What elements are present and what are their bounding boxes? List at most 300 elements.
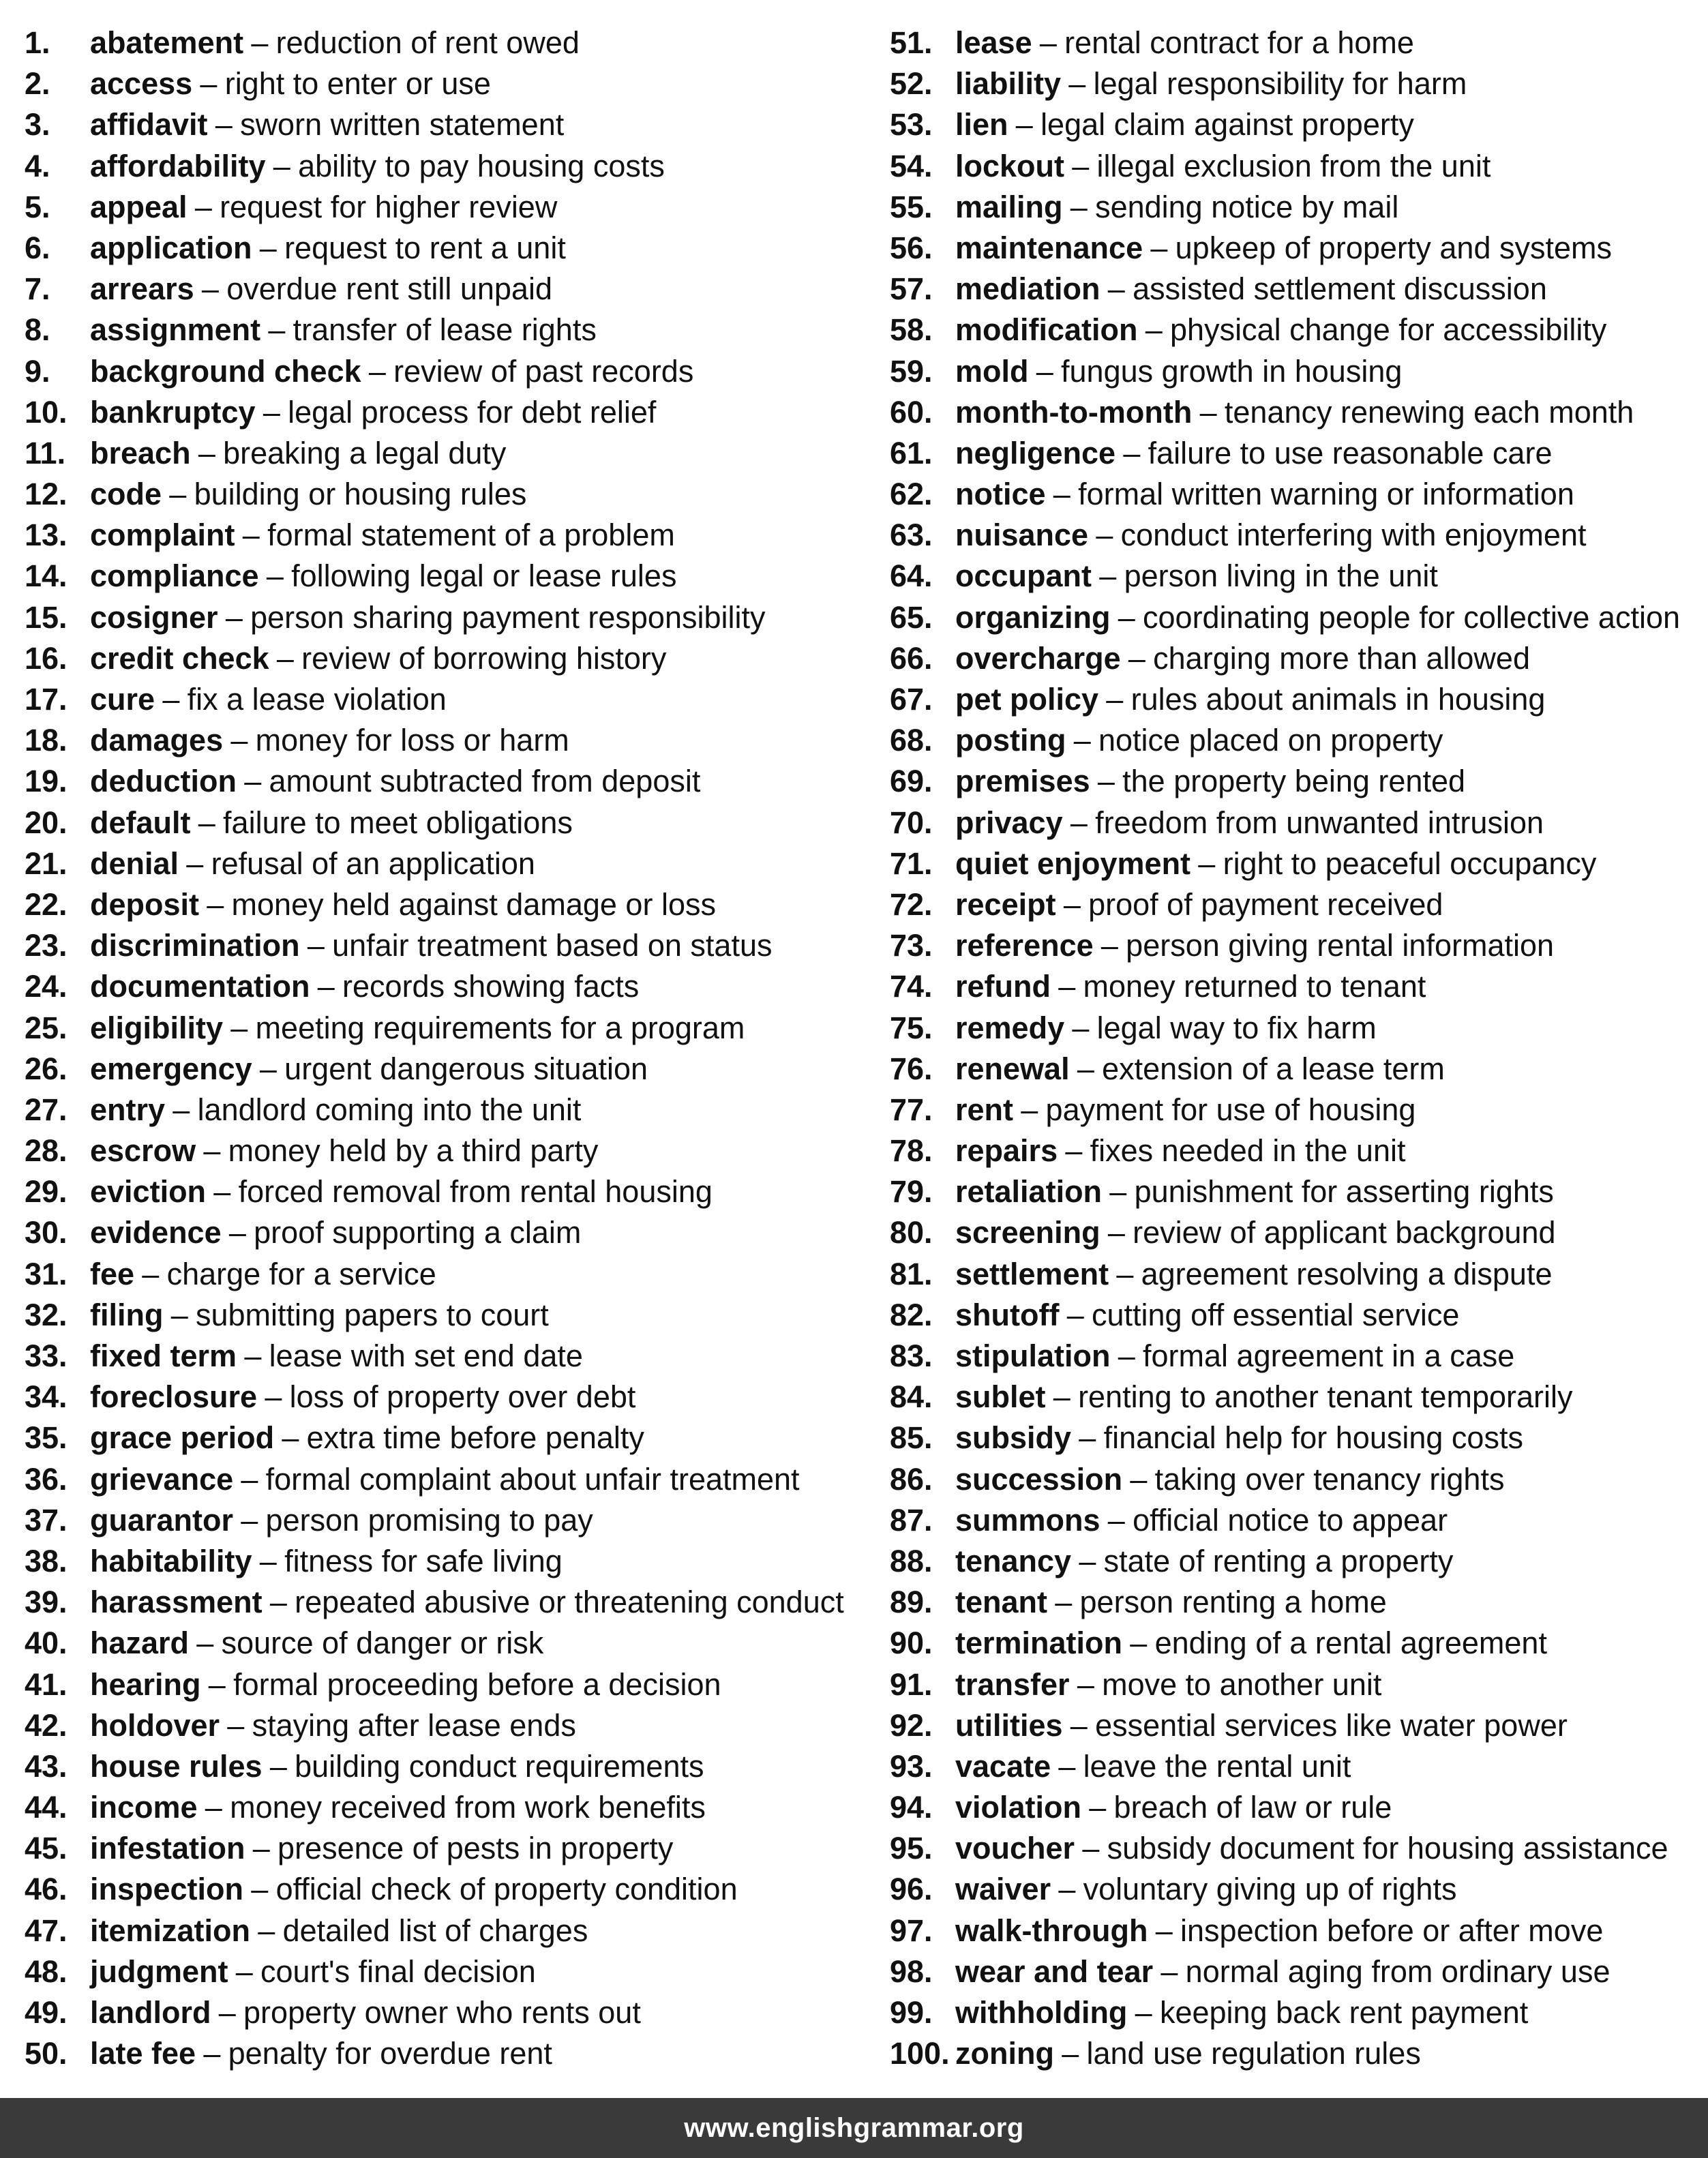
entry-term: foreclosure	[90, 1379, 258, 1415]
entry-dash: –	[1130, 1625, 1148, 1661]
entry-text	[90, 1377, 635, 1418]
entry-text	[955, 556, 1438, 597]
entry-term: repairs	[955, 1133, 1058, 1169]
vocabulary-entry	[25, 925, 863, 966]
vocabulary-entry	[890, 966, 1705, 1007]
vocabulary-entry	[890, 1951, 1705, 1992]
entry-term: fixed term	[90, 1338, 237, 1373]
entry-dash: –	[230, 723, 248, 758]
entry-number: 18.	[25, 723, 68, 758]
entry-term: premises	[955, 764, 1090, 799]
entry-term: month-to-month	[955, 394, 1193, 430]
entry-number: 3.	[25, 107, 50, 143]
entry-term: mailing	[955, 189, 1063, 224]
entry-definition: state of renting a property	[1103, 1543, 1454, 1578]
entry-term: modification	[955, 312, 1138, 348]
entry-number: 14.	[25, 558, 68, 594]
vocabulary-entry	[890, 515, 1705, 556]
entry-dash: –	[1072, 1010, 1090, 1045]
entry-term: grace period	[90, 1420, 275, 1456]
entry-text	[955, 515, 1586, 556]
vocabulary-entry	[25, 1130, 863, 1171]
entry-definition: person living in the unit	[1124, 558, 1438, 594]
entry-dash: –	[218, 1995, 236, 2030]
entry-dash: –	[1107, 271, 1125, 307]
entry-term: mediation	[955, 271, 1100, 307]
entry-term: privacy	[955, 805, 1063, 840]
entry-definition: staying after lease ends	[252, 1707, 576, 1743]
entry-definition: move to another unit	[1102, 1666, 1382, 1702]
entry-definition: person giving rental information	[1126, 928, 1555, 963]
vocabulary-entry	[890, 1377, 1705, 1418]
vocabulary-entry	[25, 638, 863, 679]
vocabulary-entry	[890, 1090, 1705, 1130]
entry-term: tenant	[955, 1585, 1047, 1620]
entry-number: 94.	[890, 1790, 933, 1825]
entry-dash: –	[1065, 1133, 1083, 1169]
vocabulary-entry	[25, 803, 863, 843]
vocabulary-entry	[25, 1090, 863, 1130]
entry-number: 99.	[890, 1995, 933, 2030]
entry-text	[90, 803, 573, 843]
entry-definition: presence of pests in property	[278, 1831, 674, 1866]
entry-text	[955, 1664, 1381, 1705]
vocabulary-entry	[890, 1787, 1705, 1828]
entry-text	[955, 1746, 1351, 1787]
entry-definition: right to peaceful occupancy	[1223, 845, 1597, 881]
entry-definition: breach of law or rule	[1113, 1790, 1392, 1825]
entry-term: transfer	[955, 1666, 1070, 1702]
entry-term: refund	[955, 969, 1051, 1004]
entry-definition: records showing facts	[342, 969, 640, 1004]
entry-number: 58.	[890, 312, 933, 348]
vocabulary-entry	[890, 1992, 1705, 2033]
entry-text	[90, 1623, 543, 1664]
vocabulary-entry	[890, 1623, 1705, 1664]
entry-term: damages	[90, 723, 224, 758]
entry-term: sublet	[955, 1379, 1046, 1415]
entry-definition: formal proceeding before a decision	[233, 1666, 721, 1702]
entry-dash: –	[173, 1092, 190, 1127]
entry-definition: normal aging from ordinary use	[1185, 1953, 1610, 1989]
entry-number: 87.	[890, 1502, 933, 1538]
entry-number: 27.	[25, 1092, 68, 1127]
entry-text	[955, 884, 1443, 925]
entry-text	[955, 1254, 1552, 1295]
entry-dash: –	[1077, 1051, 1094, 1086]
entry-text	[955, 269, 1547, 310]
entry-dash: –	[1096, 518, 1113, 553]
vocabulary-entry	[890, 1171, 1705, 1212]
entry-text	[90, 1582, 844, 1623]
entry-number: 43.	[25, 1748, 68, 1784]
entry-dash: –	[215, 107, 233, 143]
entry-definition: building or housing rules	[194, 477, 527, 512]
entry-term: fee	[90, 1256, 135, 1291]
entry-number: 38.	[25, 1543, 68, 1578]
entry-text	[955, 1500, 1448, 1541]
entry-dash: –	[228, 1215, 246, 1250]
entry-dash: –	[1100, 928, 1118, 963]
entry-text	[955, 1951, 1610, 1992]
entry-definition: request for higher review	[220, 189, 558, 224]
entry-dash: –	[1068, 66, 1086, 102]
entry-definition: cutting off essential service	[1091, 1297, 1460, 1332]
entry-term: affordability	[90, 148, 266, 183]
entry-text	[90, 2033, 552, 2074]
entry-number: 6.	[25, 230, 50, 265]
entry-dash: –	[198, 435, 215, 470]
entry-number: 31.	[25, 1256, 68, 1291]
entry-definition: legal way to fix harm	[1096, 1010, 1377, 1045]
entry-term: eviction	[90, 1174, 207, 1210]
entry-dash: –	[1107, 1215, 1125, 1250]
entry-definition: legal process for debt relief	[288, 394, 657, 430]
entry-term: overcharge	[955, 640, 1121, 676]
entry-number: 80.	[890, 1215, 933, 1250]
entry-text	[955, 187, 1398, 228]
vocabulary-entry	[25, 1582, 863, 1623]
entry-text	[90, 966, 639, 1007]
vocabulary-entry	[890, 679, 1705, 720]
entry-dash: –	[207, 886, 224, 922]
vocabulary-entry	[890, 803, 1705, 843]
entry-term: lien	[955, 107, 1008, 143]
entry-definition: legal claim against property	[1040, 107, 1414, 143]
entry-number: 4.	[25, 148, 50, 183]
entry-number: 63.	[890, 518, 933, 553]
entry-number: 49.	[25, 1995, 68, 2030]
vocabulary-entry	[890, 146, 1705, 187]
entry-term: lockout	[955, 148, 1065, 183]
entry-dash: –	[276, 640, 294, 676]
entry-definition: money for loss or harm	[255, 723, 569, 758]
entry-number: 17.	[25, 682, 68, 717]
entry-number: 62.	[890, 477, 933, 512]
entry-dash: –	[269, 1748, 287, 1784]
entry-text	[90, 392, 656, 433]
entry-text	[90, 1869, 738, 1910]
entry-text	[955, 23, 1414, 63]
entry-dash: –	[1036, 353, 1053, 389]
entry-definition: freedom from unwanted intrusion	[1095, 805, 1544, 840]
entry-number: 66.	[890, 640, 933, 676]
vocabulary-entry	[25, 1992, 863, 2033]
vocabulary-entry	[25, 1910, 863, 1951]
entry-term: notice	[955, 477, 1046, 512]
entry-definition: essential services like water power	[1095, 1707, 1568, 1743]
entry-text	[90, 1500, 593, 1541]
entry-number: 46.	[25, 1872, 68, 1907]
entry-number: 30.	[25, 1215, 68, 1250]
entry-dash: –	[198, 805, 215, 840]
entry-term: waiver	[955, 1872, 1051, 1907]
entry-term: income	[90, 1790, 198, 1825]
vocabulary-entry	[25, 23, 863, 63]
entry-dash: –	[162, 682, 180, 717]
entry-dash: –	[1160, 1953, 1178, 1989]
entry-number: 86.	[890, 1461, 933, 1497]
entry-number: 42.	[25, 1707, 68, 1743]
entry-dash: –	[1070, 1707, 1088, 1743]
entry-dash: –	[230, 1010, 248, 1045]
entry-definition: formal statement of a problem	[267, 518, 675, 553]
vocabulary-entry	[25, 310, 863, 350]
entry-number: 82.	[890, 1297, 933, 1332]
entry-dash: –	[244, 764, 262, 799]
entry-definition: refusal of an application	[211, 845, 535, 881]
entry-text	[90, 1418, 644, 1458]
entry-text	[90, 679, 447, 720]
entry-dash: –	[1053, 477, 1070, 512]
entry-dash: –	[1107, 1502, 1125, 1538]
entry-term: utilities	[955, 1707, 1063, 1743]
entry-number: 57.	[890, 271, 933, 307]
entry-number: 76.	[890, 1051, 933, 1086]
entry-number: 5.	[25, 189, 50, 224]
entry-dash: –	[244, 1338, 262, 1373]
entry-definition: breaking a legal duty	[223, 435, 507, 470]
entry-definition: agreement resolving a dispute	[1141, 1256, 1553, 1291]
entry-text	[955, 720, 1443, 761]
vocabulary-entry	[25, 1951, 863, 1992]
vocabulary-entry	[890, 1664, 1705, 1705]
entry-number: 7.	[25, 271, 50, 307]
entry-term: cosigner	[90, 599, 218, 635]
entry-dash: –	[252, 1831, 270, 1866]
entry-term: wear and tear	[955, 1953, 1154, 1989]
entry-dash: –	[1089, 1790, 1107, 1825]
vocabulary-entry	[890, 1130, 1705, 1171]
entry-text	[90, 1295, 549, 1336]
entry-text	[955, 1212, 1556, 1253]
entry-text	[90, 474, 526, 515]
entry-definition: forced removal from rental housing	[238, 1174, 713, 1210]
entry-number: 75.	[890, 1010, 933, 1045]
entry-term: eligibility	[90, 1010, 224, 1045]
entry-definition: formal written warning or information	[1078, 477, 1574, 512]
entry-term: infestation	[90, 1831, 245, 1866]
entry-definition: detailed list of charges	[282, 1913, 588, 1948]
entry-text	[90, 638, 666, 679]
entry-number: 51.	[890, 25, 933, 60]
entry-definition: keeping back rent payment	[1159, 1995, 1529, 2030]
entry-dash: –	[205, 1790, 222, 1825]
entry-text	[90, 1746, 704, 1787]
entry-dash: –	[273, 148, 290, 183]
entry-text	[955, 1869, 1456, 1910]
entry-number: 65.	[890, 599, 933, 635]
entry-definition: money held by a third party	[228, 1133, 599, 1169]
entry-number: 85.	[890, 1420, 933, 1456]
entry-text	[90, 1459, 800, 1500]
entry-dash: –	[225, 599, 243, 635]
entry-dash: –	[1058, 969, 1076, 1004]
entry-number: 34.	[25, 1379, 68, 1415]
entry-number: 10.	[25, 394, 68, 430]
entry-term: habitability	[90, 1543, 252, 1578]
vocabulary-entry	[890, 925, 1705, 966]
vocabulary-entry	[25, 720, 863, 761]
entry-number: 24.	[25, 969, 68, 1004]
entry-term: hazard	[90, 1625, 190, 1661]
entry-term: abatement	[90, 25, 244, 60]
entry-dash: –	[213, 1174, 231, 1210]
entry-number: 19.	[25, 764, 68, 799]
vocabulary-entry	[890, 597, 1705, 638]
entry-text	[90, 515, 675, 556]
entry-text	[955, 1008, 1377, 1049]
entry-number: 98.	[890, 1953, 933, 1989]
vocabulary-entry	[25, 269, 863, 310]
entry-text	[90, 1130, 598, 1171]
vocabulary-column-right	[890, 23, 1705, 2074]
entry-dash: –	[1106, 682, 1124, 717]
vocabulary-entry	[25, 1869, 863, 1910]
vocabulary-entry	[25, 146, 863, 187]
entry-text	[90, 104, 564, 145]
vocabulary-entry	[25, 1212, 863, 1253]
vocabulary-entry	[25, 228, 863, 269]
entry-definition: review of past records	[393, 353, 694, 389]
entry-definition: rental contract for a home	[1064, 25, 1414, 60]
entry-dash: –	[1155, 1913, 1173, 1948]
entry-definition: the property being rented	[1122, 764, 1466, 799]
entry-text	[955, 63, 1467, 104]
entry-definition: repeated abusive or threatening conduct	[295, 1585, 844, 1620]
entry-dash: –	[259, 230, 277, 265]
entry-text	[955, 351, 1402, 392]
entry-definition: punishment for asserting rights	[1134, 1174, 1554, 1210]
entry-dash: –	[1039, 25, 1057, 60]
entry-text	[955, 1336, 1514, 1377]
entry-dash: –	[1079, 1420, 1096, 1456]
entry-number: 26.	[25, 1051, 68, 1086]
entry-dash: –	[251, 1872, 269, 1907]
entry-text	[955, 1130, 1405, 1171]
entry-number: 9.	[25, 353, 50, 389]
vocabulary-entry	[25, 843, 863, 884]
entry-term: documentation	[90, 969, 310, 1004]
entry-definition: physical change for accessibility	[1170, 312, 1607, 348]
vocabulary-entry	[890, 1418, 1705, 1458]
entry-term: reference	[955, 928, 1094, 963]
vocabulary-entry	[25, 1008, 863, 1049]
entry-number: 89.	[890, 1585, 933, 1620]
entry-text	[90, 1049, 648, 1090]
entry-term: termination	[955, 1625, 1123, 1661]
entry-definition: coordinating people for collective action	[1143, 599, 1680, 635]
entry-number: 61.	[890, 435, 933, 470]
entry-term: withholding	[955, 1995, 1128, 2030]
entry-text	[90, 146, 665, 187]
vocabulary-entry	[25, 104, 863, 145]
entry-dash: –	[203, 2036, 221, 2071]
entry-text	[955, 1705, 1568, 1746]
entry-definition: illegal exclusion from the unit	[1096, 148, 1491, 183]
entry-number: 68.	[890, 723, 933, 758]
entry-text	[90, 23, 580, 63]
entry-dash: –	[1118, 1338, 1135, 1373]
entry-term: complaint	[90, 518, 235, 553]
vocabulary-entry	[25, 761, 863, 802]
entry-number: 84.	[890, 1379, 933, 1415]
vocabulary-entry	[25, 1500, 863, 1541]
entry-term: emergency	[90, 1051, 252, 1086]
vocabulary-entry	[25, 966, 863, 1007]
entry-term: remedy	[955, 1010, 1065, 1045]
entry-dash: –	[1130, 1461, 1148, 1497]
footer-website-link[interactable]: www.englishgrammar.org	[684, 2112, 1024, 2143]
entry-definition: money returned to tenant	[1083, 969, 1426, 1004]
vocabulary-entry	[25, 433, 863, 474]
entry-term: breach	[90, 435, 191, 470]
vocabulary-entry	[890, 1705, 1705, 1746]
vocabulary-entry	[890, 310, 1705, 350]
entry-term: judgment	[90, 1953, 228, 1989]
entry-text	[90, 1541, 563, 1582]
entry-term: hearing	[90, 1666, 201, 1702]
entry-number: 54.	[890, 148, 933, 183]
entry-text	[955, 679, 1545, 720]
entry-text	[90, 269, 552, 310]
entry-term: access	[90, 66, 193, 102]
entry-definition: loss of property over debt	[289, 1379, 636, 1415]
entry-dash: –	[268, 312, 286, 348]
entry-dash: –	[317, 969, 335, 1004]
entry-definition: payment for use of housing	[1045, 1092, 1416, 1127]
entry-text	[90, 1951, 536, 1992]
entry-number: 55.	[890, 189, 933, 224]
entry-text	[90, 720, 569, 761]
entry-number: 60.	[890, 394, 933, 430]
entry-text	[955, 146, 1490, 187]
vocabulary-entry	[890, 556, 1705, 597]
entry-term: denial	[90, 845, 179, 881]
entry-term: walk-through	[955, 1913, 1148, 1948]
entry-number: 22.	[25, 886, 68, 922]
entry-term: voucher	[955, 1831, 1075, 1866]
entry-dash: –	[227, 1707, 245, 1743]
entry-dash: –	[200, 66, 218, 102]
vocabulary-entry	[25, 1254, 863, 1295]
entry-text	[90, 1910, 588, 1951]
entry-definition: source of danger or risk	[221, 1625, 544, 1661]
entry-term: inspection	[90, 1872, 244, 1907]
entry-dash: –	[170, 1297, 188, 1332]
entry-term: holdover	[90, 1707, 220, 1743]
entry-text	[90, 761, 700, 802]
entry-dash: –	[265, 1379, 282, 1415]
entry-definition: ending of a rental agreement	[1154, 1625, 1547, 1661]
vocabulary-entry	[25, 679, 863, 720]
vocabulary-entry	[25, 1377, 863, 1418]
entry-dash: –	[235, 1953, 253, 1989]
entry-text	[90, 1171, 713, 1212]
entry-text	[90, 310, 597, 350]
entry-term: background check	[90, 353, 361, 389]
entry-dash: –	[1058, 1748, 1076, 1784]
entry-text	[955, 1910, 1603, 1951]
entry-number: 100.	[890, 2036, 950, 2071]
vocabulary-entry	[890, 433, 1705, 474]
entry-text	[955, 104, 1414, 145]
entry-text	[955, 1295, 1459, 1336]
entry-number: 23.	[25, 928, 68, 963]
entry-dash: –	[201, 271, 219, 307]
entry-text	[955, 1787, 1392, 1828]
entry-term: deposit	[90, 886, 200, 922]
